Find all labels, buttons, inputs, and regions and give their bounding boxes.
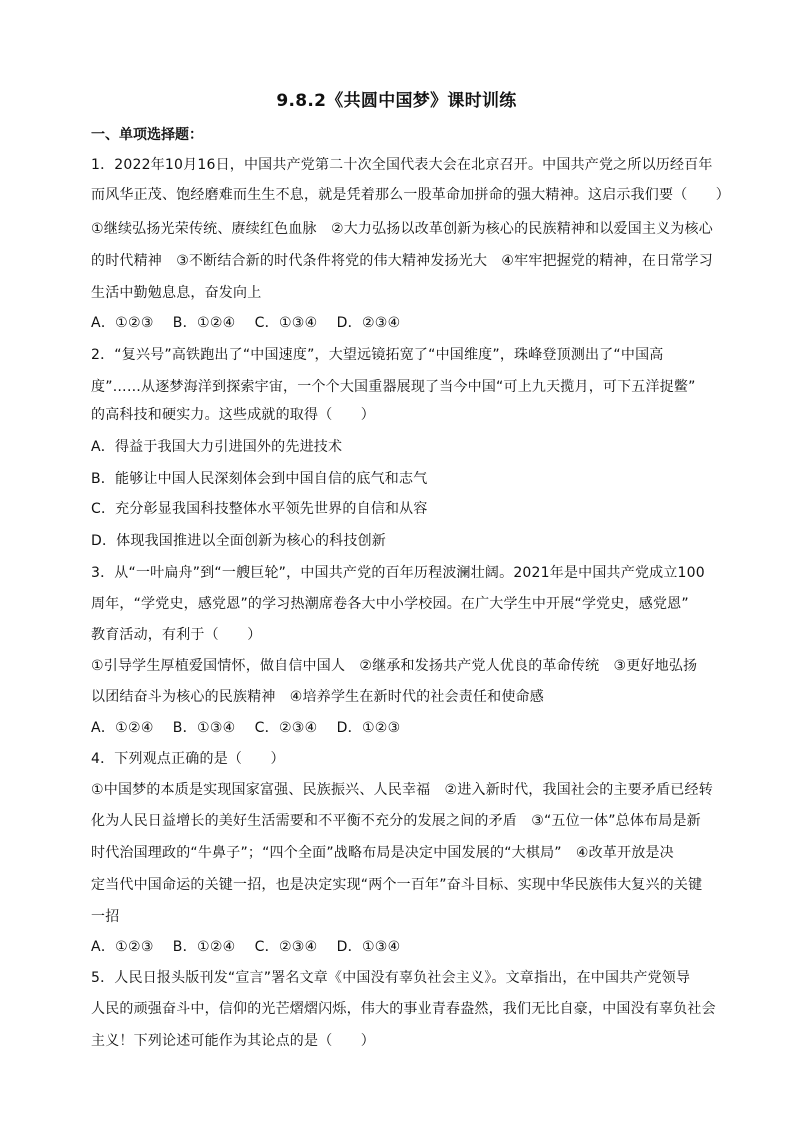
- text-line: 4．下列观点正确的是（ ）: [91, 751, 285, 767]
- section-heading: 一、单项选择题：: [91, 127, 203, 143]
- text-line: C．充分彰显我国科技整体水平领先世界的自信和从容: [91, 501, 428, 517]
- text-line: ①继续弘扬光荣传统、赓续红色血脉 ②大力弘扬以改革创新为核心的民族精神和以爱国主义为核心: [91, 221, 713, 237]
- text-line: 周年，“学党史，感党恩”的学习热潮席卷各大中小学校园。在广大学生中开展“学党史，感党恩”: [91, 596, 689, 612]
- text-line: 定当代中国命运的关键一招，也是决定实现“两个一百年”奋斗目标、实现中华民族伟大复兴的关键: [91, 877, 703, 893]
- text-line: 人民的顽强奋斗中，信仰的光芒熠熠闪烁，伟大的事业青春盎然，我们无比自豪，中国没有辜负社会: [91, 1001, 716, 1017]
- text-line: 3．从“一叶扁舟”到“一艘巨轮”，中国共产党的百年历程波澜壮阔。2021年是中国共产党成立100: [91, 565, 705, 581]
- text-line: ①中国梦的本质是实现国家富强、民族振兴、人民幸福 ②进入新时代，我国社会的主要矛盾已经转: [91, 782, 713, 798]
- page-title: 9.8.2《共圆中国梦》课时训练: [276, 91, 517, 111]
- text-line: A．得益于我国大力引进国外的先进技术: [91, 439, 343, 455]
- text-line: 化为人民日益增长的美好生活需要和不平衡不充分的发展之间的矛盾 ③“五位一体”总体布局是新: [91, 813, 701, 829]
- text-line: 度”……从逐梦海洋到探索宇宙，一个个大国重器展现了当今中国“可上九天揽月，可下五洋捉鳖”: [91, 379, 696, 395]
- text-line: ①引导学生厚植爱国情怀，做自信中国人 ②继承和发扬共产党人优良的革命传统 ③更好地弘扬: [91, 658, 698, 674]
- text-line: 教育活动，有利于（ ）: [91, 627, 262, 643]
- text-line: D．体现我国推进以全面创新为核心的科技创新: [91, 533, 386, 549]
- text-line: 5．人民日报头版刊发“宣言”署名文章《中国没有辜负社会主义》。文章指出，在中国共产党领导: [91, 970, 691, 986]
- text-line: 的高科技和硬实力。这些成就的取得（ ）: [91, 407, 375, 423]
- text-line: 2．“复兴号”高铁跑出了“中国速度”，大望远镜拓宽了“中国维度”，珠峰登顶测出了“中国高: [91, 347, 664, 363]
- text-line: 一招: [91, 909, 120, 925]
- text-line: A．①②③ B．①②④ C．②③④ D．①③④: [91, 939, 401, 955]
- text-line: 而风华正茂、饱经磨难而生生不息，就是凭着那么一股革命加拼命的强大精神。这启示我们要（ ）: [91, 187, 730, 203]
- text-line: 时代治国理政的“牛鼻子”；“四个全面”战略布局是决定中国发展的“大棋局” ④改革开放是决: [91, 845, 674, 861]
- text-line: 生活中勤勉息息，奋发向上: [91, 285, 262, 301]
- text-line: A．①②④ B．①③④ C．②③④ D．①②③: [91, 720, 401, 736]
- text-line: 1．2022年10月16日，中国共产党第二十次全国代表大会在北京召开。中国共产党之所以历经百年: [91, 157, 713, 173]
- text-line: 以团结奋斗为核心的民族精神 ④培养学生在新时代的社会责任和使命感: [91, 689, 544, 705]
- text-line: A．①②③ B．①②④ C．①③④ D．②③④: [91, 315, 401, 331]
- text-line: 的时代精神 ③不断结合新的时代条件将党的伟大精神发扬光大 ④牢牢把握党的精神，在日常学习: [91, 253, 713, 269]
- text-line: 主义！下列论述可能作为其论点的是（ ）: [91, 1033, 375, 1049]
- text-line: B．能够让中国人民深刻体会到中国自信的底气和志气: [91, 471, 428, 487]
